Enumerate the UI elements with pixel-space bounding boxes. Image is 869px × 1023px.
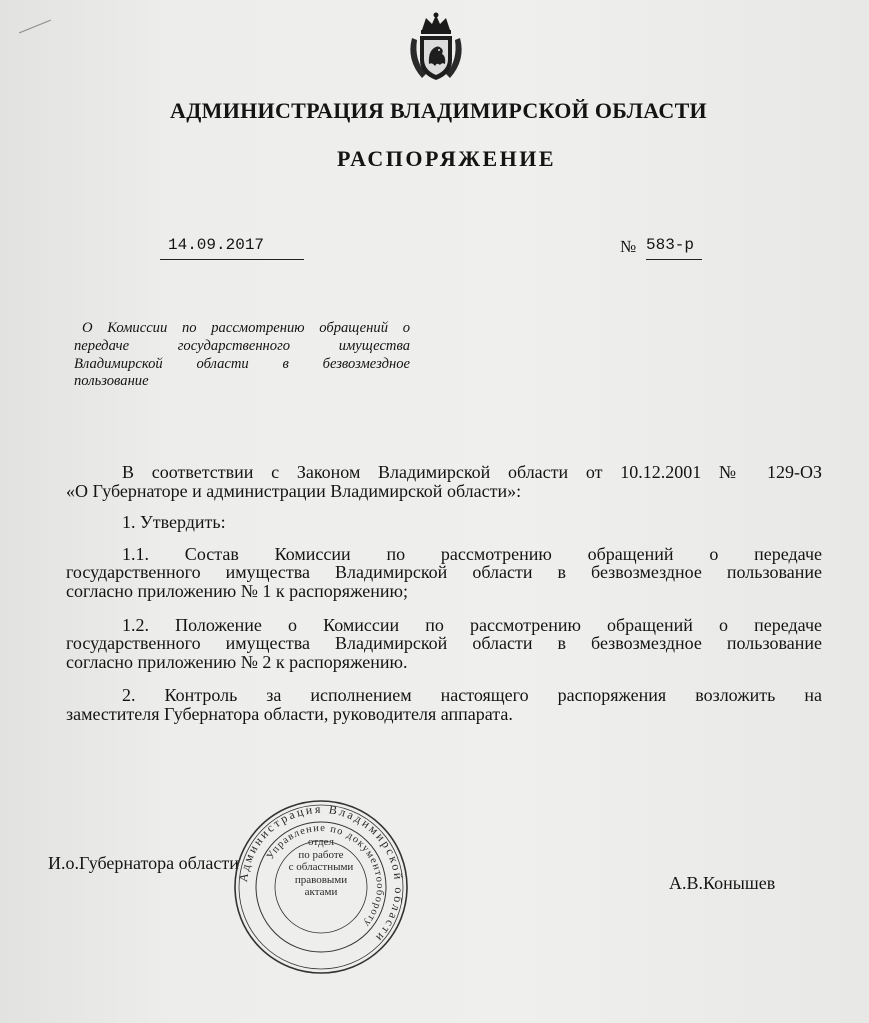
item-1: 1. Утвердить: — [122, 512, 226, 533]
preamble-line: В соответствии с Законом Владимирской области от 10.12.2001 № 129-ОЗ — [122, 462, 822, 482]
paper-mark — [19, 20, 51, 34]
item-1-2-line: 1.2. Положение о Комиссии по рассмотрению обращений о передаче — [122, 614, 822, 635]
item-1-1-line: согласно приложению № 1 к распоряжению; — [66, 580, 408, 601]
item-2-line: 2. Контроль за исполнением настоящего распоряжения возложить на — [122, 685, 822, 706]
item-1-1-line: 1.1. Состав Комиссии по рассмотрению обращений о передаче — [122, 543, 822, 564]
signatory-position: И.о.Губернатора области — [48, 853, 239, 873]
stamp-center-line: правовыми — [294, 873, 348, 886]
item-1-2-line: государственного имущества Владимирской области в безвозмездное пользование — [66, 633, 822, 654]
item-2-line: заместителя Губернатора области, руководителя аппарата. — [66, 703, 513, 724]
document-number-label: № — [620, 237, 637, 256]
coat-of-arms-icon — [402, 12, 470, 84]
organization-title: АДМИНИСТРАЦИЯ ВЛАДИМИРСКОЙ ОБЛАСТИ — [170, 98, 707, 123]
subject-line: пользование — [74, 373, 149, 390]
stamp-center-line: отдел — [308, 836, 334, 848]
signatory-name: А.В.Конышев — [669, 873, 776, 893]
subject-line: передаче государственного имущества — [74, 337, 410, 354]
stamp-center-line: по работе — [298, 848, 344, 861]
document-body — [66, 463, 822, 724]
stamp-outer-text: Администрация Владимирской области — [236, 801, 407, 947]
preamble-line: «О Губернаторе и администрации Владимирской области»: — [66, 480, 522, 501]
document-number: 583-р — [646, 236, 702, 260]
document-subject — [74, 320, 410, 391]
stamp-center-line: с областными — [288, 861, 354, 874]
document-date: 14.09.2017 — [160, 236, 304, 260]
stamp-center-line: актами — [304, 886, 338, 899]
stamp-inner-text: Управление по документообороту — [265, 822, 386, 930]
official-stamp — [231, 797, 411, 977]
stamp-center-text — [231, 836, 411, 899]
item-1-1-line: государственного имущества Владимирской области в безвозмездное пользование — [66, 562, 822, 583]
subject-line: Владимирской области в безвозмездное — [74, 355, 410, 372]
item-1-2-line: согласно приложению № 2 к распоряжению. — [66, 651, 408, 672]
subject-line: О Комиссии по рассмотрению обращений о — [82, 320, 410, 336]
document-type-title: РАСПОРЯЖЕНИЕ — [336, 146, 557, 171]
